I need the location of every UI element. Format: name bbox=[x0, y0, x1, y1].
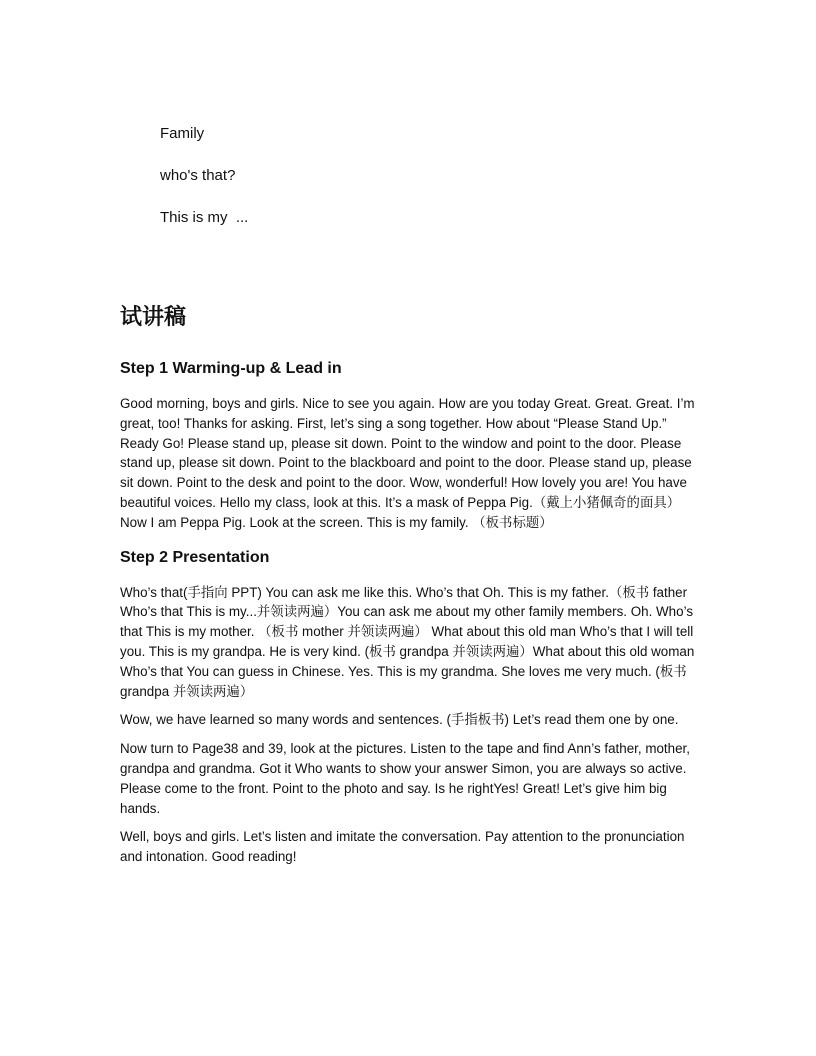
outline-line-this-is-my: This is my ... bbox=[160, 209, 249, 226]
step1-paragraph: Good morning, boys and girls. Nice to see you again. How are you today Great. Great. Great. I’m great, too! Thanks for asking. First, let’s sing a song together. How about “Please Stand Up.” Ready Go! Please stand up, please sit down. Point to the window and point to the door. Please stand up, please sit down. Point to the blackboard and point to the door. Please stand up, please sit down. Point to the desk and point to the door. Wow, wonderful! How lovely you are! You have beautiful voices. Hello my class, look at this. It’s a mask of Peppa Pig.（戴上小猪佩奇的面具）Now I am Peppa Pig. Look at the screen. This is my family. （板书标题） bbox=[120, 396, 695, 530]
outline-line-family: Family bbox=[160, 125, 205, 142]
step2-paragraph-2: Wow, we have learned so many words and sentences. (手指板书) Let’s read them one by one. bbox=[120, 712, 679, 728]
step2-paragraph-3: Now turn to Page38 and 39, look at the pictures. Listen to the tape and find Ann’s father, mother, grandpa and grandma. Got it Who wants to show your answer Simon, you are always so active. Please come to the front. Point to the photo and say. Is he rightYes! Great! Let’s give him big hands. bbox=[120, 741, 690, 816]
step1-section bbox=[120, 358, 702, 533]
blackboard-outline bbox=[160, 124, 248, 250]
outline-line-whos-that: who's that? bbox=[160, 167, 236, 184]
step2-heading: Step 2 Presentation bbox=[120, 548, 270, 566]
lecture-script bbox=[120, 302, 702, 881]
step2-paragraph-1: Who’s that(手指向 PPT) You can ask me like this. Who’s that Oh. This is my father.（板书 father Who’s that This is my...并领读两遍）You can ask me about my other family members. Oh. Who’s that This is my mother. （板书 mother 并领读两遍） What about this old man Who’s that I will tell you. This is my grandpa. He is very kind. (板书 grandpa 并领读两遍）What about this old woman Who’s that You can guess in Chinese. Yes. This is my grandma. She loves me very much. (板书 grandpa 并领读两遍） bbox=[120, 584, 695, 699]
document-title: 试讲稿 bbox=[120, 305, 187, 330]
step2-paragraph-4: Well, boys and girls. Let’s listen and imitate the conversation. Pay attention to the pronunciation and intonation. Good reading! bbox=[120, 829, 685, 865]
step1-heading: Step 1 Warming-up & Lead in bbox=[120, 360, 342, 377]
step2-section bbox=[120, 547, 702, 867]
